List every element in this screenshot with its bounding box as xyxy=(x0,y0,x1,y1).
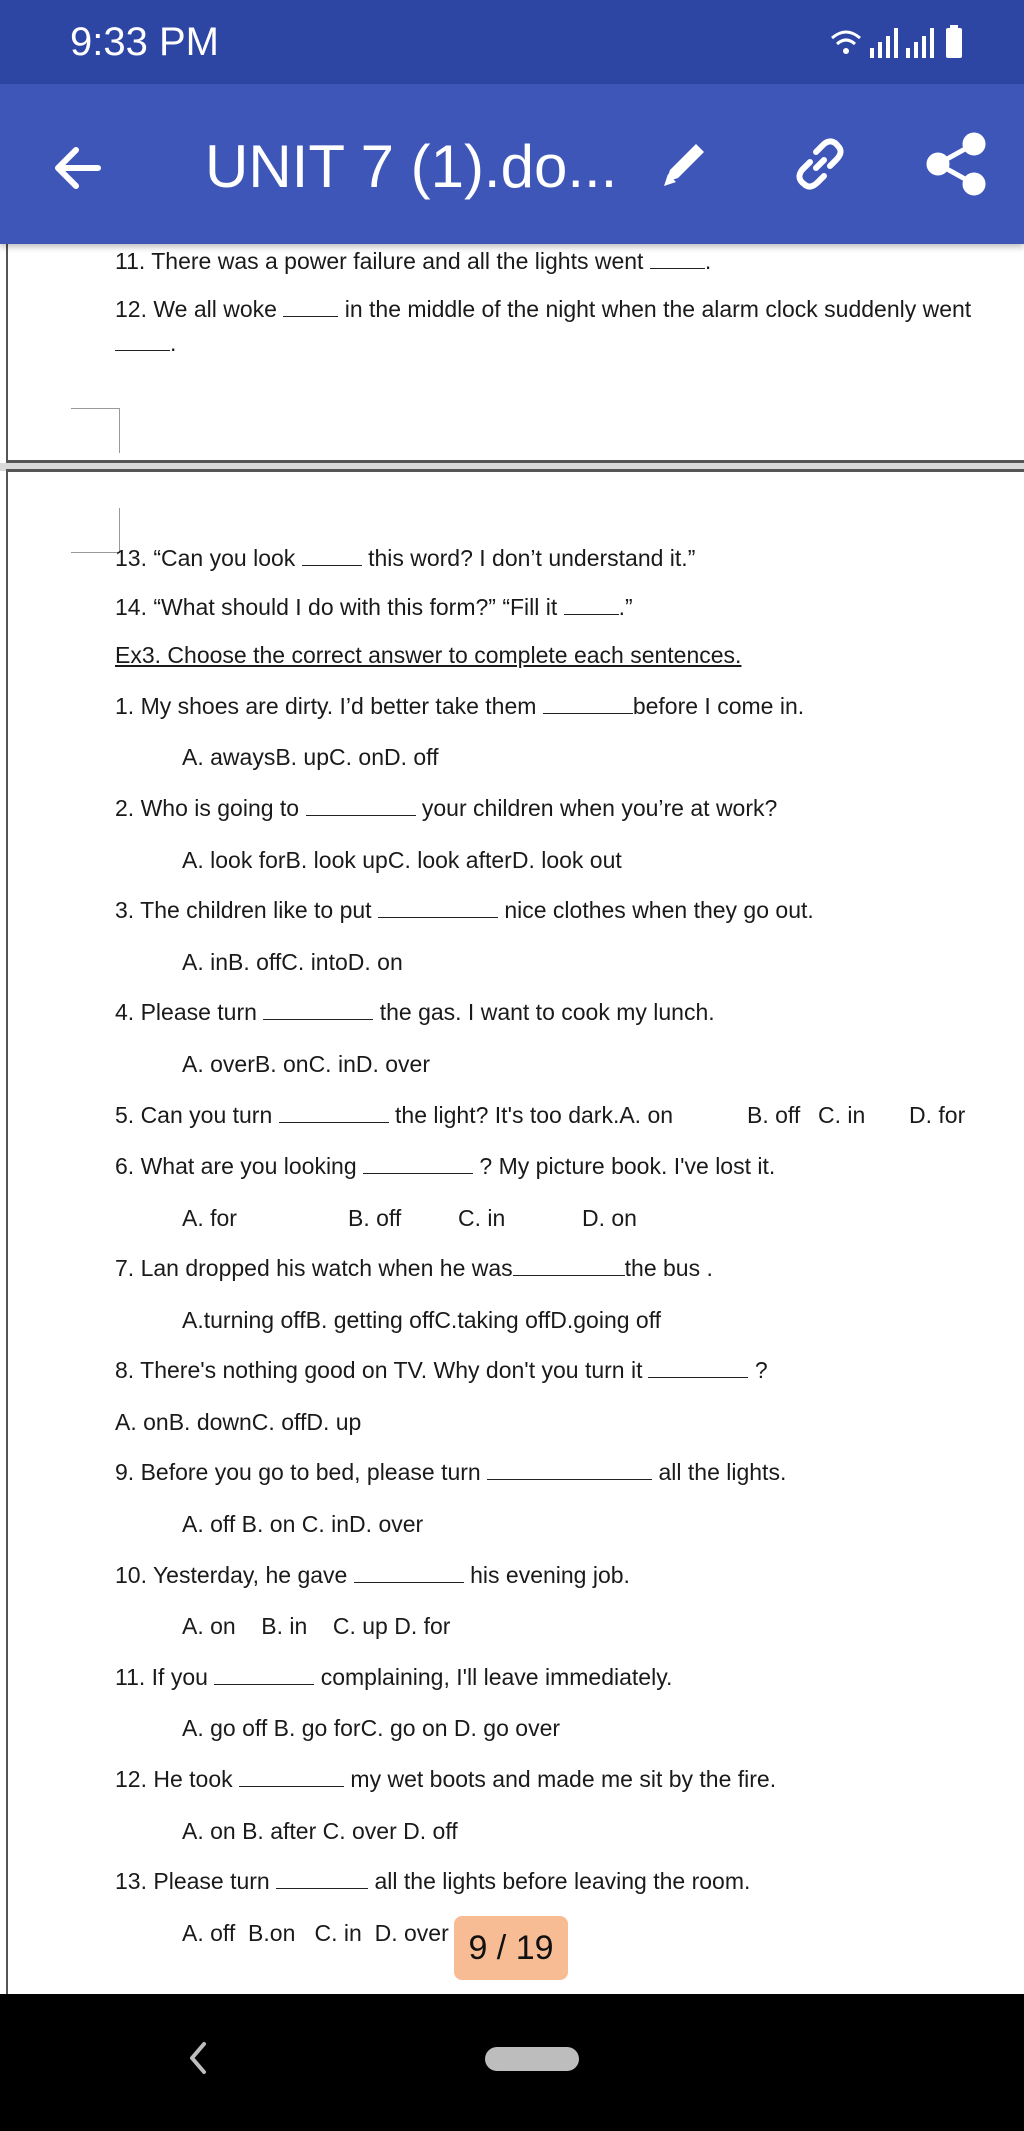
page-corner-mark xyxy=(71,508,120,553)
options-row: A. on B. after C. over D. off xyxy=(182,1818,458,1844)
answer-blank xyxy=(564,596,619,615)
options-row: A.turning offB. getting offC.taking offD.going off xyxy=(182,1307,662,1333)
options-row: A. awaysB. upC. onD. off xyxy=(182,744,439,770)
answer-blank xyxy=(239,1768,344,1787)
answer-blank xyxy=(650,250,705,269)
status-icons xyxy=(828,24,968,60)
options-row: A. go off B. go forC. go on D. go over xyxy=(182,1715,561,1741)
system-nav-bar xyxy=(0,1994,1024,2131)
back-arrow-icon[interactable] xyxy=(50,140,106,196)
answer-blank xyxy=(306,797,416,816)
options-row: A. look forB. look upC. look afterD. look out xyxy=(182,847,622,873)
answer-blank xyxy=(276,1870,368,1889)
answer-blank xyxy=(487,1461,652,1480)
signal-icon xyxy=(870,28,898,58)
options-row: A. off B. on C. inD. over xyxy=(182,1511,424,1537)
question-11b: 11. If you complaining, I'll leave immediately. xyxy=(115,1664,673,1690)
answer-blank xyxy=(279,1104,389,1123)
question-10: 10. Yesterday, he gave his evening job. xyxy=(115,1562,630,1588)
answer-blank xyxy=(378,899,498,918)
question-9: 9. Before you go to bed, please turn all the lights. xyxy=(115,1459,787,1485)
question-5: 5. Can you turn the light? It's too dark.A. on B. off C. in D. for xyxy=(115,1102,966,1128)
question-13: 13. “Can you look this word? I don’t understand it.” xyxy=(115,545,696,571)
wifi-icon xyxy=(832,32,860,54)
options-row: A. onB. downC. offD. up xyxy=(115,1409,362,1435)
answer-blank xyxy=(648,1359,748,1378)
status-bar xyxy=(0,0,1024,84)
question-12: 12. We all woke in the middle of the night when the alarm clock suddenly went xyxy=(115,296,972,322)
answer-blank xyxy=(363,1155,473,1174)
page-9: 13. “Can you look this word? I don’t understand it.” 14. “What should I do with this form?” “Fill it .” Ex3. Choose the correct answer to complete each sentences. 1. My shoes are dirty. I’d better take them before I come in. A. awaysB. upC. onD. off 2. Who is going to your children when you’re at work? A. look forB. look upC. look afterD. look out 3. The children like to put nice clothes when they go out. A. inB. offC. intoD. on 4. Please turn the gas. I want to cook my lunch. A. overB. onC. inD. over 5. Can you turn the light? It's too dark.A. on B. off C. in D. for 6. What are you looking ? My picture book. I've lost it. A. for B. off C. in D. on 7. Lan dropped his watch when he was the bus . A.turning offB. getting offC.taking offD.going off 8. There's nothing good on TV. Why don't you turn it ? A. onB. downC. offD. up 9. Before you go to bed, please turn all the lights. A. off B. on C. inD. over 10. Yesterday, he gave his evening job. A. on B. in C. up D. for 11. If you complaining, I'll leave immediately. A. go off B. go forC. go on D. go over 12. He took my wet boots and made me sit by the fire. A. on B. after C. over D. off 13. Please turn all the lights before leaving the room. A. off B.on C. in D. over xyxy=(6,469,1024,1994)
question-item: 3. The children like to put nice clothes when they go out. xyxy=(115,897,814,923)
question-12-continued: . xyxy=(115,330,176,357)
question-item: 4. Please turn the gas. I want to cook my lunch. xyxy=(115,999,715,1025)
options-row: A. overB. onC. inD. over xyxy=(182,1051,430,1077)
answer-blank xyxy=(115,332,170,351)
signal-icon-2 xyxy=(906,28,934,58)
question-7: 7. Lan dropped his watch when he was the bus . xyxy=(115,1255,713,1281)
nav-home-pill[interactable] xyxy=(485,2047,579,2071)
answer-blank xyxy=(263,1001,373,1020)
status-time: 9:33 PM xyxy=(70,20,219,64)
app-bar xyxy=(0,84,1024,244)
edit-pencil-icon[interactable] xyxy=(652,132,716,196)
question-8: 8. There's nothing good on TV. Why don't you turn it ? xyxy=(115,1357,768,1383)
answer-blank xyxy=(214,1666,314,1685)
answer-blank xyxy=(513,1257,625,1276)
page-corner-mark xyxy=(71,408,120,453)
answer-blank xyxy=(543,695,633,714)
question-item: 1. My shoes are dirty. I’d better take them before I come in. xyxy=(115,693,805,719)
question-12b: 12. He took my wet boots and made me sit by the fire. xyxy=(115,1766,777,1792)
question-11: 11. There was a power failure and all the lights went . xyxy=(115,248,712,274)
question-14: 14. “What should I do with this form?” “Fill it .” xyxy=(115,594,633,620)
document-title: UNIT 7 (1).do... xyxy=(205,133,618,200)
nav-back-icon[interactable] xyxy=(186,2038,210,2078)
exercise-heading: Ex3. Choose the correct answer to complete each sentences. xyxy=(115,642,742,668)
options-row: A. off B.on C. in D. over xyxy=(182,1920,449,1946)
answer-blank xyxy=(283,298,338,317)
battery-icon xyxy=(946,25,962,58)
page-8 xyxy=(6,244,1024,463)
link-icon[interactable] xyxy=(788,132,852,196)
question-13b: 13. Please turn all the lights before leaving the room. xyxy=(115,1868,751,1894)
question-6: 6. What are you looking ? My picture book. I've lost it. xyxy=(115,1153,776,1179)
answer-blank xyxy=(302,547,362,566)
page-indicator: 9 / 19 xyxy=(454,1916,568,1980)
answer-blank xyxy=(354,1564,464,1583)
document-viewer[interactable] xyxy=(0,244,1024,1994)
options-row: A. inB. offC. intoD. on xyxy=(182,949,403,975)
options-row: A. on B. in C. up D. for xyxy=(182,1613,451,1639)
question-item: 2. Who is going to your children when you’re at work? xyxy=(115,795,778,821)
share-icon[interactable] xyxy=(924,132,988,196)
